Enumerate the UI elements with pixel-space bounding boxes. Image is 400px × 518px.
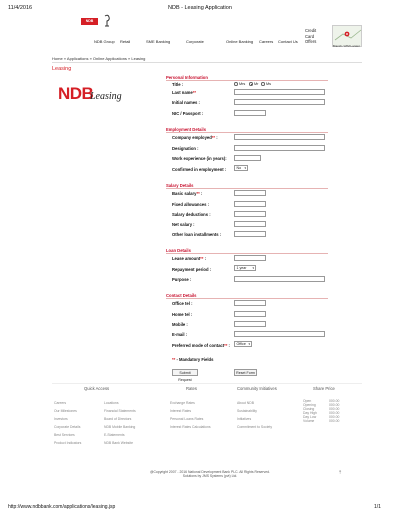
branch-locator-caption[interactable]: Branch / ATM Locator: [333, 44, 360, 48]
title-radio-mrs[interactable]: [234, 82, 238, 86]
footer-heading-community: Community Initiatives: [237, 386, 277, 391]
footer-share-price-table: [303, 399, 361, 423]
breadcrumb[interactable]: Home » Applications » Online Applications » Leasing: [52, 56, 146, 61]
nic-label: NIC / Passport :: [172, 111, 204, 116]
net-salary-label: Net salary :: [172, 222, 195, 227]
share-row: Volume 000.00: [303, 419, 340, 423]
back-to-top-icon[interactable]: ⇡: [338, 470, 343, 476]
nav-online-banking[interactable]: Online Banking: [226, 39, 254, 44]
divider: [52, 62, 362, 63]
share-row: Opening 000.00: [303, 403, 340, 407]
net-salary-input[interactable]: [234, 221, 266, 227]
basic-salary-label: Basic salary** :: [172, 191, 203, 196]
section-rule: [166, 253, 328, 254]
nav-retail[interactable]: Retail: [120, 39, 131, 44]
nav-contact-us[interactable]: Contact Us: [278, 39, 298, 44]
chevron-down-icon: ▾: [244, 166, 246, 170]
office-tel-input[interactable]: [234, 300, 266, 306]
repayment-period-label: Repayment period :: [172, 267, 212, 272]
lease-amount-input[interactable]: [234, 255, 266, 261]
fixed-allowances-label: Fixed allowances :: [172, 202, 210, 207]
footer-link[interactable]: Financial Statements: [104, 409, 136, 413]
ndb-logo[interactable]: NDB: [81, 18, 98, 25]
title-radio-mr[interactable]: [249, 82, 253, 86]
footer-link[interactable]: E-Statements: [104, 433, 125, 437]
preferred-contact-select[interactable]: Office ▾: [234, 341, 252, 347]
footer-link[interactable]: Locations: [104, 401, 119, 405]
footer-link[interactable]: NDB Bank Website: [104, 441, 133, 445]
company-input[interactable]: [234, 134, 325, 140]
footer-link[interactable]: Product Indicators: [54, 441, 82, 445]
section-loan-title: Loan Details: [166, 248, 191, 253]
designation-input[interactable]: [234, 145, 325, 151]
footer-link[interactable]: Corporate Details: [54, 425, 81, 429]
designation-label: Designation :: [172, 146, 199, 151]
other-installments-label: Other loan installments :: [172, 232, 222, 237]
footer-link[interactable]: Board of Directors: [104, 417, 132, 421]
section-rule: [166, 298, 328, 299]
footer-link[interactable]: Interest Rates Calculations: [170, 425, 211, 429]
repayment-period-select[interactable]: 1 year ▾: [234, 265, 256, 271]
home-tel-label: Home tel :: [172, 312, 193, 317]
mandatory-note: ** - Mandatory Fields: [172, 357, 214, 362]
chevron-down-icon: ▾: [248, 342, 250, 346]
salary-deductions-label: Salary deductions :: [172, 212, 211, 217]
nav-careers[interactable]: Careers: [259, 39, 274, 44]
email-label: E-mail :: [172, 332, 188, 337]
footer-col-rates: [170, 401, 230, 429]
purpose-label: Purpose :: [172, 277, 192, 282]
nav-sme-banking[interactable]: SME Banking: [146, 39, 171, 44]
title-option-ms: Ms: [266, 82, 272, 86]
share-row: Day Low 000.00: [303, 415, 340, 419]
page-title: Leasing: [52, 66, 72, 72]
salary-deductions-input[interactable]: [234, 211, 266, 217]
initials-label: Initial names :: [172, 100, 200, 105]
title-label: Title :: [172, 82, 184, 87]
footer-link[interactable]: Commitment to Society: [237, 425, 273, 429]
reset-form-button[interactable]: Reset Form: [234, 369, 257, 376]
share-row: Day High 000.00: [303, 411, 340, 415]
basic-salary-input[interactable]: [234, 190, 266, 196]
nic-input[interactable]: [234, 110, 266, 116]
fixed-allowances-input[interactable]: [234, 201, 266, 207]
home-tel-input[interactable]: [234, 311, 266, 317]
purpose-input[interactable]: [234, 276, 325, 282]
footer-link[interactable]: Initiatives: [237, 417, 252, 421]
last-name-label: Last name**: [172, 90, 196, 95]
last-name-input[interactable]: [234, 89, 325, 95]
experience-label: Work experience (in years):: [172, 156, 227, 161]
ndb-leasing-logo: NDB Leasing: [58, 84, 122, 103]
mobile-input[interactable]: [234, 321, 266, 327]
footer-col-quick-access-2: [104, 401, 156, 445]
print-page-number: 1/1: [374, 504, 381, 510]
preferred-contact-label: Preferred mode of contact** :: [172, 343, 230, 348]
lease-amount-label: Lease amount** :: [172, 256, 206, 261]
share-row: Closing 000.00: [303, 407, 340, 411]
footer-heading-share-price: Share Price: [313, 386, 335, 391]
copyright: @Copyright 2007 - 2016 National Development Bank PLC. All Rights Reserved. Solutions by JMS Systems (pvt) Ltd.: [150, 470, 270, 478]
section-rule: [166, 80, 328, 81]
company-label: Company employed** :: [172, 135, 218, 140]
nav-ndb-group[interactable]: NDB Group: [94, 39, 115, 44]
footer-col-quick-access: [54, 401, 100, 445]
footer-link[interactable]: NDB Mobile Banking: [104, 425, 136, 429]
footer-link[interactable]: About NDB: [237, 401, 254, 405]
print-url: http://www.ndbbank.com/applications/leasing.jsp: [8, 504, 116, 510]
footer-col-community: [237, 401, 297, 429]
section-rule: [166, 132, 328, 133]
print-title: NDB - Leasing Application: [168, 5, 232, 11]
share-row: Open 000.00: [303, 399, 340, 403]
footer-link[interactable]: Exchange Rates: [170, 401, 195, 405]
footer-link[interactable]: Best Services: [54, 433, 75, 437]
section-salary-title: Salary Details: [166, 183, 194, 188]
footer-link[interactable]: Careers: [54, 401, 67, 405]
footer-link[interactable]: Personal Loans Rates: [170, 417, 204, 421]
footer-link[interactable]: Our Milestones: [54, 409, 77, 413]
footer-heading-rates: Rates: [186, 386, 197, 391]
credit-card-offers[interactable]: Credit Card Offers: [305, 28, 317, 44]
email-input[interactable]: [234, 331, 325, 337]
section-contact-title: Contact Details: [166, 293, 197, 298]
title-option-mrs: Mrs: [239, 82, 246, 86]
footer-divider: [52, 383, 362, 384]
office-tel-label: Office tel :: [172, 301, 193, 306]
print-date: 11/4/2016: [8, 5, 33, 11]
footer-link[interactable]: Sustainability: [237, 409, 257, 413]
confirmed-label: Confirmed in employment :: [172, 167, 227, 172]
footer-heading-quick-access: Quick Access: [84, 386, 110, 391]
title-option-mr: Mr: [254, 82, 259, 86]
section-employment-title: Employment Details: [166, 127, 207, 132]
footer-link[interactable]: Investors: [54, 417, 68, 421]
title-radio-ms[interactable]: [261, 82, 265, 86]
submit-request-button[interactable]: Submit Request: [172, 369, 198, 376]
experience-input[interactable]: [234, 155, 261, 161]
section-rule: [166, 188, 328, 189]
footer-link[interactable]: Interest Rates: [170, 409, 192, 413]
initials-input[interactable]: [234, 99, 325, 105]
mascot-icon: [101, 14, 113, 28]
section-personal-title: Personal Information: [166, 75, 208, 80]
other-installments-input[interactable]: [234, 231, 266, 237]
mobile-label: Mobile :: [172, 322, 188, 327]
chevron-down-icon: ▾: [252, 266, 254, 270]
nav-corporate[interactable]: Corporate: [186, 39, 204, 44]
confirmed-select[interactable]: No ▾: [234, 165, 248, 171]
